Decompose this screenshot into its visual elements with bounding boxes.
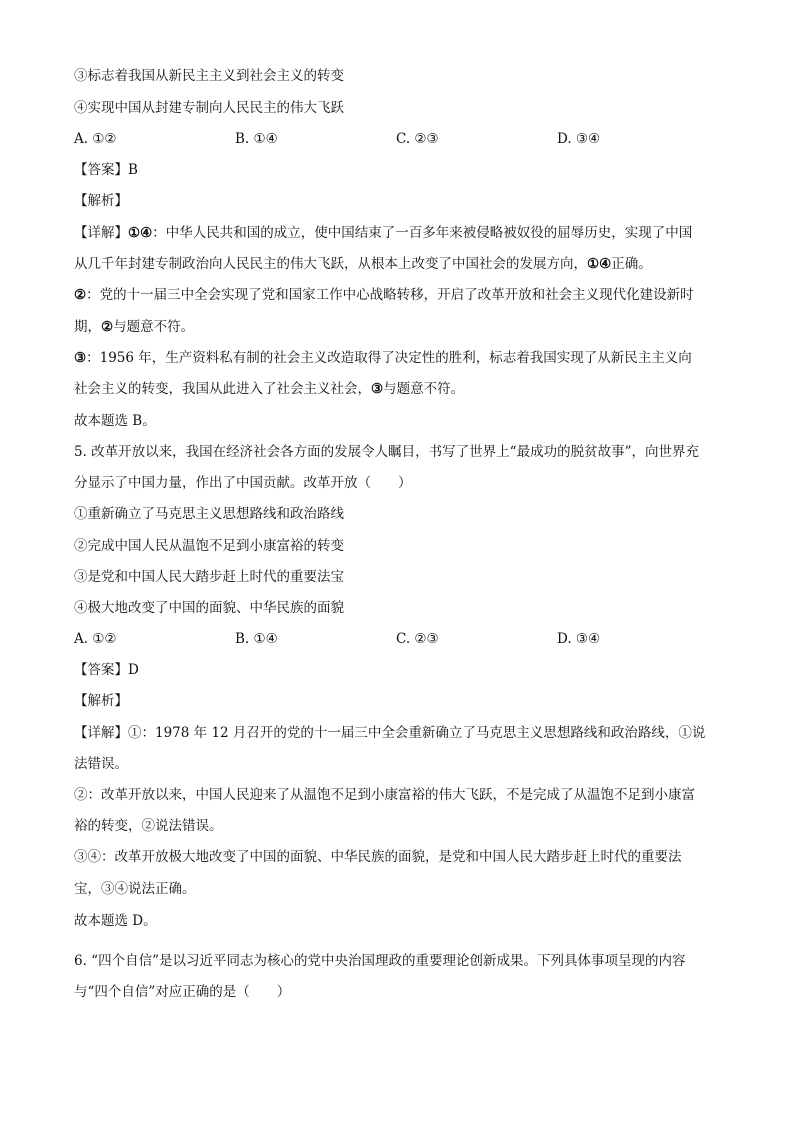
q5-analysis-tag: 【解析】 — [74, 693, 128, 709]
q4-detail-1b — [74, 254, 724, 274]
q5-choice-d: D. ③④ — [557, 631, 601, 647]
answer-value: D — [128, 662, 139, 678]
q4-choice-c: C. ②③ — [396, 131, 439, 147]
q4-choice-a: A. ①② — [74, 131, 117, 147]
q6-stem-1: 6. “四个自信”是以习近平同志为核心的党中央治国理政的重要理论创新成果。下列具体事项呈现的内容 — [74, 953, 686, 969]
q5-choice-a: A. ①② — [74, 631, 117, 647]
q4-option-4: ④实现中国从封建专制向人民民主的伟大飞跃 — [74, 100, 344, 116]
q5-detail-3b: 宝，③④说法正确。 — [74, 881, 196, 897]
q4-conclusion: 故本题选 B。 — [74, 413, 156, 429]
detail-text: ：党的十一届三中全会实现了党和国家工作中心战略转移，开启了改革开放和社会主义现代化建设新时 — [86, 287, 694, 303]
answer-tag: 【答案】 — [74, 162, 128, 178]
detail-ref: ①④ — [587, 256, 612, 272]
detail-ref: ② — [74, 287, 87, 303]
detail-tag: 【详解】 — [74, 725, 128, 741]
q4-choices — [74, 129, 724, 149]
detail-text: ：1956 年，生产资料私有制的社会主义改造取得了决定性的胜利，标志着我国实现了从新民主主义向 — [86, 350, 692, 366]
q4-detail-3b — [74, 379, 724, 399]
answer-tag: 【答案】 — [74, 662, 128, 678]
q5-choice-c: C. ②③ — [396, 631, 439, 647]
q6-stem-2: 与“四个自信”对应正确的是（ ） — [74, 984, 291, 1000]
detail-text: 从几千年封建专制政治向人民民主的伟大飞跃，从根本上改变了中国社会的发展方向， — [74, 256, 587, 272]
q5-conclusion: 故本题选 D。 — [74, 913, 157, 929]
detail-ref: ①④ — [128, 225, 153, 241]
detail-text: 期， — [74, 319, 101, 335]
q5-option-3: ③是党和中国人民大踏步赶上时代的重要法宝 — [74, 569, 344, 585]
q5-choices — [74, 629, 724, 649]
q5-detail-3a: ③④：改革开放极大地改变了中国的面貌、中华民族的面貌，是党和中国人民大踏步赶上时代的重要法 — [74, 849, 682, 865]
q4-detail-3a — [74, 348, 724, 368]
q5-choice-b: B. ①④ — [235, 631, 278, 647]
detail-ref: ③ — [371, 381, 384, 397]
detail-text: 与题意不符。 — [383, 381, 465, 397]
q5-detail-2a: ②：改革开放以来，中国人民迎来了从温饱不足到小康富裕的伟大飞跃，不是完成了从温饱不足到小康富 — [74, 787, 695, 803]
q5-detail-2b: 裕的转变，②说法错误。 — [74, 818, 223, 834]
detail-text: 与题意不符。 — [113, 319, 195, 335]
q5-option-1: ①重新确立了马克思主义思想路线和政治路线 — [74, 506, 344, 522]
detail-tag: 【详解】 — [74, 225, 128, 241]
q4-choice-d: D. ③④ — [557, 131, 601, 147]
answer-value: B — [128, 162, 138, 178]
q5-detail-1a — [74, 723, 724, 743]
detail-text: ①：1978 年 12 月召开的党的十一届三中全会重新确立了马克思主义思想路线和政治路线，①说 — [128, 725, 706, 741]
q5-option-4: ④极大地改变了中国的面貌、中华民族的面貌 — [74, 600, 344, 616]
q4-choice-b: B. ①④ — [235, 131, 278, 147]
q4-analysis-tag: 【解析】 — [74, 193, 128, 209]
q4-detail-2b — [74, 317, 724, 337]
detail-text: ：中华人民共和国的成立，使中国结束了一百多年来被侵略被奴役的屈辱历史，实现了中国 — [152, 225, 693, 241]
q5-stem-1: 5. 改革开放以来，我国在经济社会各方面的发展令人瞩目，书写了世界上“最成功的脱贫故事”，向世界充 — [74, 444, 699, 460]
q4-answer — [74, 160, 724, 180]
q5-detail-1b: 法错误。 — [74, 756, 128, 772]
detail-ref: ② — [101, 319, 114, 335]
q5-option-2: ②完成中国人民从温饱不足到小康富裕的转变 — [74, 538, 344, 554]
q4-option-3: ③标志着我国从新民主主义到社会主义的转变 — [74, 68, 344, 84]
detail-text: 社会主义的转变，我国从此进入了社会主义社会， — [74, 381, 371, 397]
q4-detail-1a — [74, 223, 724, 243]
q5-stem-2: 分显示了中国力量，作出了中国贡献。改革开放（ ） — [74, 475, 412, 491]
q4-detail-2a — [74, 285, 724, 305]
q5-answer — [74, 660, 724, 680]
detail-text: 正确。 — [611, 256, 652, 272]
detail-ref: ③ — [74, 350, 87, 366]
